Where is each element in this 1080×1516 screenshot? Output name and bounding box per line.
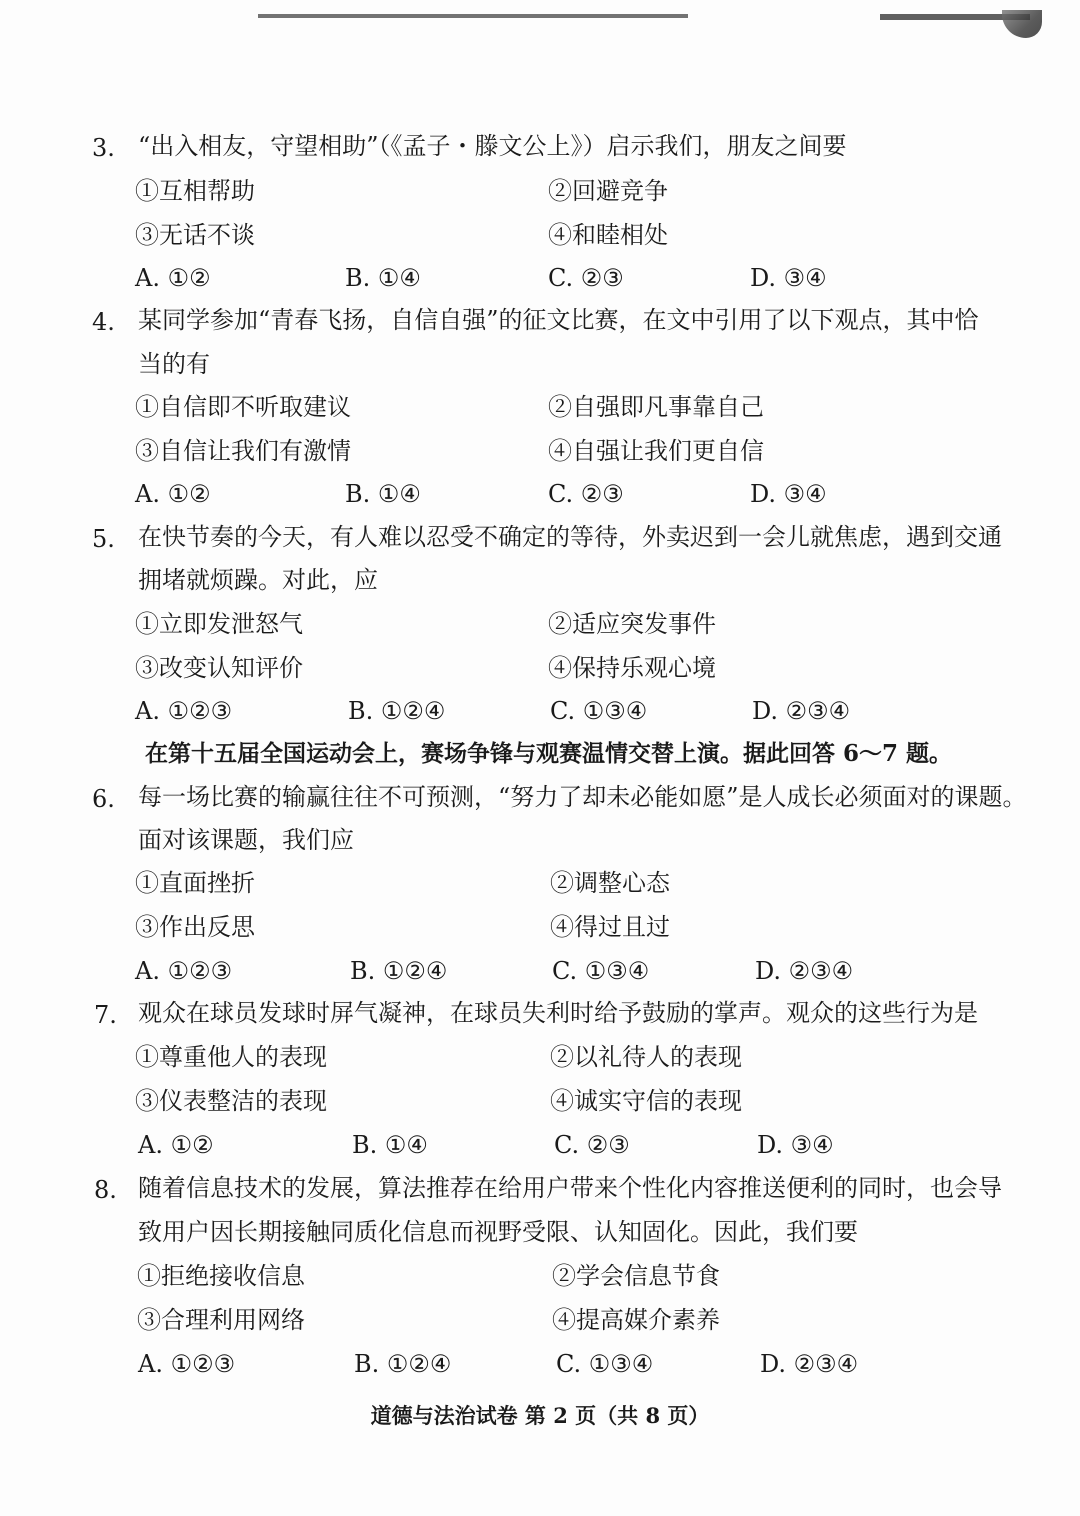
statement: ③作出反思: [135, 913, 255, 941]
question-number: 5.: [92, 525, 115, 553]
question-number: 6.: [92, 785, 115, 813]
statement: ④提高媒介素养: [552, 1306, 720, 1334]
statement: ③改变认知评价: [135, 654, 303, 682]
statement: ④和睦相处: [548, 221, 668, 249]
answer-option: A. ①②: [135, 264, 211, 292]
answer-option: A. ①②: [135, 480, 211, 508]
question-stem: 拥堵就烦躁。对此，应: [138, 566, 378, 594]
answer-option: D. ③④: [750, 480, 827, 508]
question-stem: “出入相友，守望相助”（《孟子・滕文公上》）启示我们，朋友之间要: [138, 132, 847, 160]
answer-option: A. ①②③: [135, 697, 233, 725]
statement: ①自信即不听取建议: [135, 393, 351, 421]
scan-corner-mark: [1002, 10, 1042, 38]
answer-option: B. ①④: [345, 480, 421, 508]
answer-option: C. ②③: [548, 480, 624, 508]
statement: ③仪表整洁的表现: [135, 1087, 327, 1115]
page-footer: 道德与法治试卷 第 2 页（共 8 页）: [370, 1403, 710, 1428]
statement: ④自强让我们更自信: [548, 437, 764, 465]
statement: ④诚实守信的表现: [550, 1087, 742, 1115]
question-stem: 观众在球员发球时屏气凝神，在球员失利时给予鼓励的掌声。观众的这些行为是: [138, 999, 978, 1027]
statement: ①直面挫折: [135, 869, 255, 897]
statement: ②回避竞争: [548, 177, 668, 205]
answer-option: C. ①③④: [556, 1350, 654, 1378]
statement: ③合理利用网络: [137, 1306, 305, 1334]
answer-option: C. ②③: [554, 1131, 630, 1159]
answer-option: A. ①②③: [135, 957, 233, 985]
statement: ③无话不谈: [135, 221, 255, 249]
statement: ②适应突发事件: [548, 610, 716, 638]
statement: ①互相帮助: [135, 177, 255, 205]
statement: ①拒绝接收信息: [137, 1262, 305, 1290]
section-intro: 在第十五届全国运动会上，赛场争锋与观赛温情交替上演。据此回答 6～7 题。: [145, 740, 953, 767]
answer-option: A. ①②③: [138, 1350, 236, 1378]
question-number: 7.: [94, 1001, 117, 1029]
statement: ③自信让我们有激情: [135, 437, 351, 465]
answer-option: D. ②③④: [755, 957, 854, 985]
answer-option: D. ②③④: [760, 1350, 859, 1378]
statement: ④得过且过: [550, 913, 670, 941]
answer-option: B. ①②④: [354, 1350, 452, 1378]
question-number: 4.: [92, 308, 115, 336]
answer-option: D. ②③④: [752, 697, 851, 725]
answer-option: C. ②③: [548, 264, 624, 292]
statement: ②自强即凡事靠自己: [548, 393, 764, 421]
answer-option: C. ①③④: [550, 697, 648, 725]
question-stem: 致用户因长期接触同质化信息而视野受限、认知固化。因此，我们要: [138, 1218, 858, 1246]
answer-option: D. ③④: [757, 1131, 834, 1159]
answer-option: B. ①②④: [350, 957, 448, 985]
statement: ①尊重他人的表现: [135, 1043, 327, 1071]
answer-option: B. ①④: [352, 1131, 428, 1159]
statement: ②以礼待人的表现: [550, 1043, 742, 1071]
question-stem: 面对该课题，我们应: [138, 826, 354, 854]
question-stem: 随着信息技术的发展，算法推荐在给用户带来个性化内容推送便利的同时，也会导: [138, 1174, 1002, 1202]
question-number: 8.: [94, 1176, 117, 1204]
statement: ②调整心态: [550, 869, 670, 897]
statement: ①立即发泄怒气: [135, 610, 303, 638]
answer-option: C. ①③④: [552, 957, 650, 985]
answer-option: B. ①②④: [348, 697, 446, 725]
statement: ④保持乐观心境: [548, 654, 716, 682]
scan-edge-mark: [258, 14, 688, 18]
question-stem: 每一场比赛的输赢往往不可预测，“努力了却未必能如愿”是人成长必须面对的课题。: [138, 783, 1027, 811]
answer-option: D. ③④: [750, 264, 827, 292]
answer-option: B. ①④: [345, 264, 421, 292]
question-stem: 当的有: [138, 350, 210, 378]
question-number: 3.: [92, 134, 115, 162]
statement: ②学会信息节食: [552, 1262, 720, 1290]
question-stem: 某同学参加“青春飞扬，自信自强”的征文比赛，在文中引用了以下观点，其中恰: [138, 306, 979, 334]
answer-option: A. ①②: [138, 1131, 214, 1159]
question-stem: 在快节奏的今天，有人难以忍受不确定的等待，外卖迟到一会儿就焦虑，遇到交通: [138, 523, 1002, 551]
